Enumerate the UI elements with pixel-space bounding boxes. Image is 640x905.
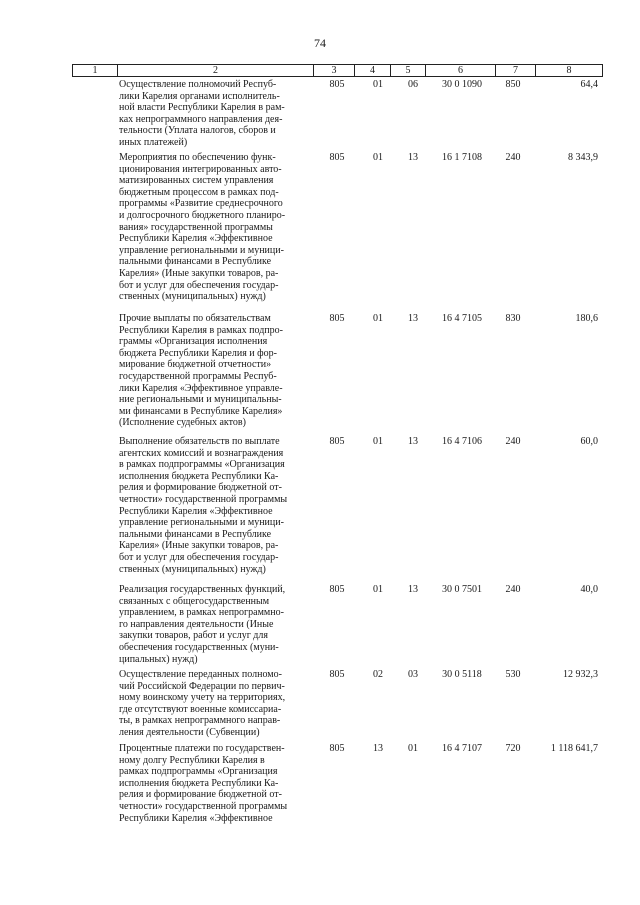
row-col-7: 530	[505, 669, 521, 680]
row-col-6: 30 0 5118	[442, 669, 482, 680]
row-col-3: 805	[329, 584, 345, 595]
row-col-5: 13	[408, 436, 418, 447]
row-col-8: 12 932,3	[563, 669, 598, 680]
row-col-6: 30 0 1090	[442, 79, 482, 90]
row-col-8: 40,0	[580, 584, 598, 595]
row-col-7: 830	[505, 313, 521, 324]
column-number-header	[72, 64, 603, 77]
row-col-4: 01	[373, 436, 383, 447]
row-col-3: 805	[329, 436, 345, 447]
row-col-4: 13	[373, 743, 383, 754]
row-col-4: 01	[373, 584, 383, 595]
row-description: Выполнение обязательств по выплате агентских комиссий и вознаграждения в рамках подпрограммы «Организация исполнения бюджета Республики Ка- релия и формирование бюджетной от- четности» государственной программы Республики Карелия «Эффективное управление региональными и муници- пальными финансами в Республике Карелия» (Иные закупки товаров, ра- бот и услуг для обеспечения государ- ственных (муниципальных) нужд)	[119, 436, 288, 575]
row-col-4: 01	[373, 313, 383, 324]
row-description: Процентные платежи по государствен- ному долгу Республики Карелия в рамках подпрограммы «Организация исполнения бюджета Республики Ка- релия и формирование бюджетной от- четности» государственной программы Республики Карелия «Эффективное	[119, 743, 288, 824]
row-col-6: 30 0 7501	[442, 584, 482, 595]
row-col-6: 16 4 7105	[442, 313, 482, 324]
column-header-5: 5	[391, 65, 426, 76]
column-header-4: 4	[355, 65, 391, 76]
row-col-5: 01	[408, 743, 418, 754]
row-description: Осуществление переданных полномо- чий Российской Федерации по первич- ному воинскому учету на территориях, где отсутствуют военные комиссариа- ты, в рамках непрограммного направ- ления деятельности (Субвенции)	[119, 669, 286, 738]
row-col-5: 13	[408, 152, 418, 163]
column-header-7: 7	[496, 65, 536, 76]
row-col-3: 805	[329, 79, 345, 90]
row-col-8: 180,6	[575, 313, 598, 324]
row-col-4: 01	[373, 152, 383, 163]
row-col-6: 16 1 7108	[442, 152, 482, 163]
row-col-7: 850	[505, 79, 521, 90]
row-col-7: 240	[505, 152, 521, 163]
row-description: Осуществление полномочий Респуб- лики Карелия органами исполнитель- ной власти Республики Карелия в рам- ках непрограммного направления дея- тельности (Уплата налогов, сборов и иных платежей)	[119, 79, 285, 148]
row-col-5: 13	[408, 313, 418, 324]
row-col-6: 16 4 7106	[442, 436, 482, 447]
row-col-7: 720	[505, 743, 521, 754]
column-header-3: 3	[314, 65, 355, 76]
row-col-3: 805	[329, 669, 345, 680]
row-col-8: 64,4	[580, 79, 598, 90]
row-col-5: 03	[408, 669, 418, 680]
row-col-5: 13	[408, 584, 418, 595]
row-description: Мероприятия по обеспечению функ- ционирования интегрированных авто- матизированных систем управления бюджетным процессом в рамках под- программы «Развитие среднесрочного и долгосрочного бюджетного планиро- вания» государственной программы Республики Карелия «Эффективное управление региональными и муници- пальными финансами в Республике Карелия» (Иные закупки товаров, ра- бот и услуг для обеспечения государ- ственных (муниципальных) нужд)	[119, 152, 286, 303]
row-col-6: 16 4 7107	[442, 743, 482, 754]
row-description: Прочие выплаты по обязательствам Республики Карелия в рамках подпро- граммы «Организация исполнения бюджета Республики Карелия и фор- мирование бюджетной отчетности» государственной программы Респуб- лики Карелия «Эффективное управле- ние региональными и муниципальны- ми финансами в Республике Карелия» (Исполнение судебных актов)	[119, 313, 283, 429]
row-col-3: 805	[329, 313, 345, 324]
row-col-7: 240	[505, 436, 521, 447]
row-col-3: 805	[329, 152, 345, 163]
row-col-8: 1 118 641,7	[550, 743, 598, 754]
row-col-4: 01	[373, 79, 383, 90]
row-col-8: 60,0	[580, 436, 598, 447]
column-header-8: 8	[536, 65, 603, 76]
row-description: Реализация государственных функций, связанных с общегосударственным управлением, в рамках непрограммно- го направления деятельности (Иные закупки товаров, работ и услуг для обеспечения государственных (муни- ципальных) нужд)	[119, 584, 286, 665]
column-header-1: 1	[73, 65, 118, 76]
column-header-6: 6	[426, 65, 496, 76]
row-col-4: 02	[373, 669, 383, 680]
row-col-3: 805	[329, 743, 345, 754]
row-col-8: 8 343,9	[568, 152, 598, 163]
row-col-5: 06	[408, 79, 418, 90]
row-col-7: 240	[505, 584, 521, 595]
page-number: 74	[314, 36, 326, 50]
column-header-2: 2	[118, 65, 314, 76]
